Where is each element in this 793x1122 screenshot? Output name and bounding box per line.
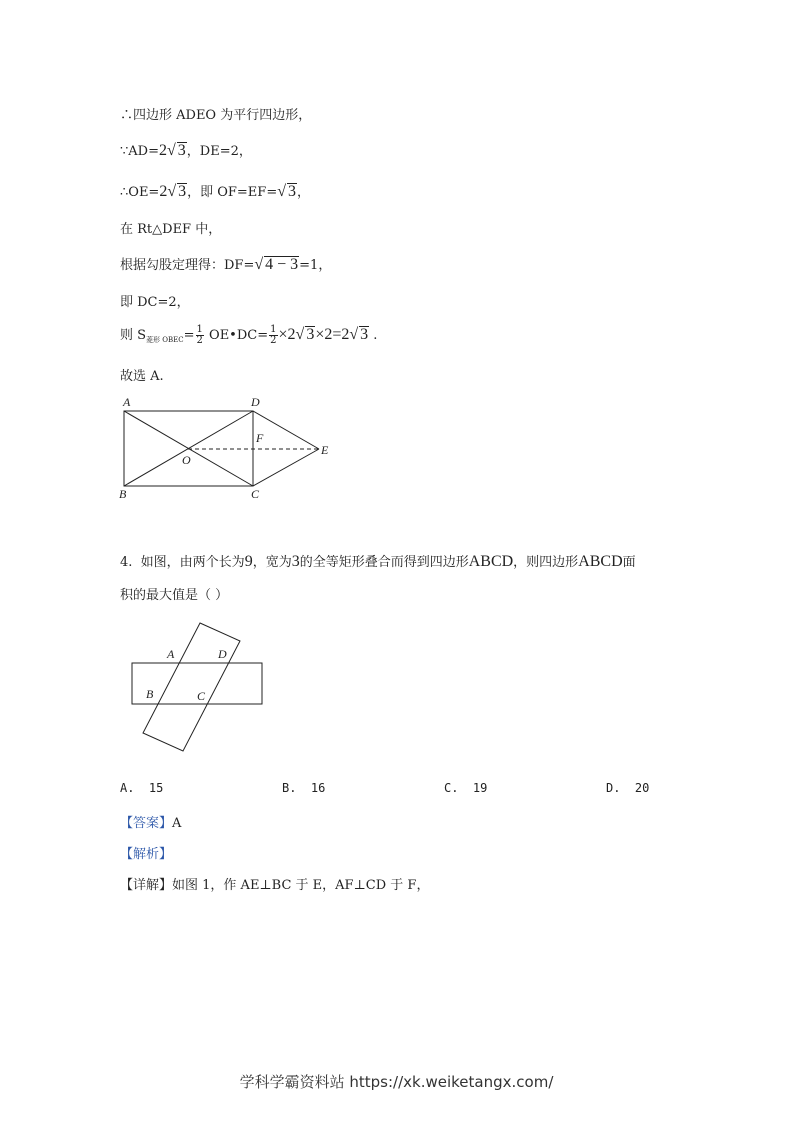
text: ，则四边形 xyxy=(513,555,579,570)
label-o: O xyxy=(182,453,191,467)
text: =1， xyxy=(299,258,332,273)
because-symbol: ∵ xyxy=(120,144,129,159)
question-line-1 xyxy=(120,551,636,571)
option-value: 15 xyxy=(148,781,164,795)
label-b: B xyxy=(146,687,154,701)
label-f: F xyxy=(256,431,264,445)
detail-tag: 【详解】 xyxy=(120,878,173,893)
coef: 2 xyxy=(287,326,296,343)
coef: 2 xyxy=(341,326,350,343)
detail-line xyxy=(120,874,429,893)
width-value: 3 xyxy=(291,553,300,570)
option-d[interactable] xyxy=(606,781,649,795)
option-value: 16 xyxy=(310,781,326,795)
text: 的全等矩形叠合而得到四边形 xyxy=(299,555,469,570)
answer-value: A xyxy=(172,816,182,831)
text: AD= xyxy=(128,144,159,159)
numerator: 1 xyxy=(196,324,203,335)
label-b: B xyxy=(119,487,127,501)
text: ， xyxy=(297,185,311,200)
tilted-rectangle xyxy=(143,623,240,751)
answer-line xyxy=(120,812,181,831)
detail-text: 如图 1，作 AE⊥BC 于 E，AF⊥CD 于 F， xyxy=(172,878,430,893)
label-a: A xyxy=(167,647,175,661)
radicand: 3 xyxy=(178,183,187,200)
radicand: 3 xyxy=(306,326,315,343)
label-e: E xyxy=(321,443,329,457)
fraction xyxy=(269,325,277,346)
denominator: 2 xyxy=(196,335,203,346)
option-letter: A. xyxy=(120,781,135,795)
text: 面 xyxy=(622,555,636,570)
radicand: 3 xyxy=(288,183,296,200)
label-d: D xyxy=(251,395,260,409)
fraction xyxy=(196,325,204,346)
option-value: 20 xyxy=(634,781,650,795)
subscript: 菱形 OBEC xyxy=(146,336,184,344)
label-a: A xyxy=(123,395,131,409)
label-c: C xyxy=(197,689,206,703)
therefore-symbol: ∴ xyxy=(120,185,129,200)
text: ，DE=2， xyxy=(186,144,252,159)
numerator: 1 xyxy=(270,324,277,335)
radicand: 3 xyxy=(360,326,369,343)
question-number: 4. xyxy=(120,555,133,570)
option-b[interactable] xyxy=(282,781,325,795)
figure-1-rectangle-rhombus xyxy=(110,392,340,502)
solution-line-2: ∵AD=2√ 3，DE=2， xyxy=(120,142,252,159)
text: ×2= xyxy=(315,326,342,343)
quad-name: ABCD xyxy=(578,553,623,570)
text: = xyxy=(183,328,195,343)
option-value: 19 xyxy=(472,781,488,795)
text: 如图，由两个长为 xyxy=(140,555,245,570)
solution-line-8: 故选 A. xyxy=(120,369,164,384)
radicand: 4 − 3 xyxy=(265,256,299,273)
solution-line-7: 则 $S_{菱形 OBEC}=$ $\frac{1}{2}$ OE•DC= $\frac{1}{2}$ ×2√ 3×2=2√ 3 . xyxy=(120,324,378,346)
label-d: D xyxy=(218,647,227,661)
footer-watermark: 学科学霸资料站 https://xk.weiketangx.com/ xyxy=(239,1073,554,1091)
option-c[interactable] xyxy=(444,781,487,795)
solution-line-4: 在 Rt△DEF 中， xyxy=(120,222,222,237)
quad-name: ABCD xyxy=(468,553,514,570)
segment-ce xyxy=(253,449,319,486)
denominator: 2 xyxy=(270,335,277,346)
text: 根据勾股定理得：DF= xyxy=(120,258,255,273)
analysis-tag: 【解析】 xyxy=(120,847,173,862)
answer-tag: 【答案】 xyxy=(120,816,173,831)
analysis-line xyxy=(120,843,172,862)
text: OE= xyxy=(128,185,160,200)
option-letter: D. xyxy=(606,781,621,795)
label-c: C xyxy=(251,487,260,501)
coef: 2 xyxy=(159,183,168,200)
text: OE•DC= xyxy=(204,328,269,343)
solution-line-3: ∴OE=2√ 3，即 OF=EF=√ 3， xyxy=(120,183,311,200)
text: . xyxy=(369,328,378,343)
text: ，即 OF=EF= xyxy=(187,185,278,200)
coef: 2 xyxy=(159,142,167,159)
radicand: 3 xyxy=(177,142,186,159)
option-letter: B. xyxy=(282,781,297,795)
solution-line-1: ∴四边形 ADEO 为平行四边形， xyxy=(120,108,312,123)
text: ，宽为 xyxy=(252,555,292,570)
solution-line-5: 根据勾股定理得：DF=√ 4 − 3=1， xyxy=(120,256,332,273)
figure-2-overlapping-rectangles xyxy=(125,617,270,757)
length-value: 9 xyxy=(244,553,253,570)
question-line-2: 积的最大值是（ ） xyxy=(120,588,229,603)
option-a[interactable] xyxy=(120,781,163,795)
times: × xyxy=(278,326,288,343)
solution-line-6: 即 DC=2， xyxy=(120,295,190,310)
option-letter: C. xyxy=(444,781,459,795)
text: 则 S xyxy=(120,328,147,343)
